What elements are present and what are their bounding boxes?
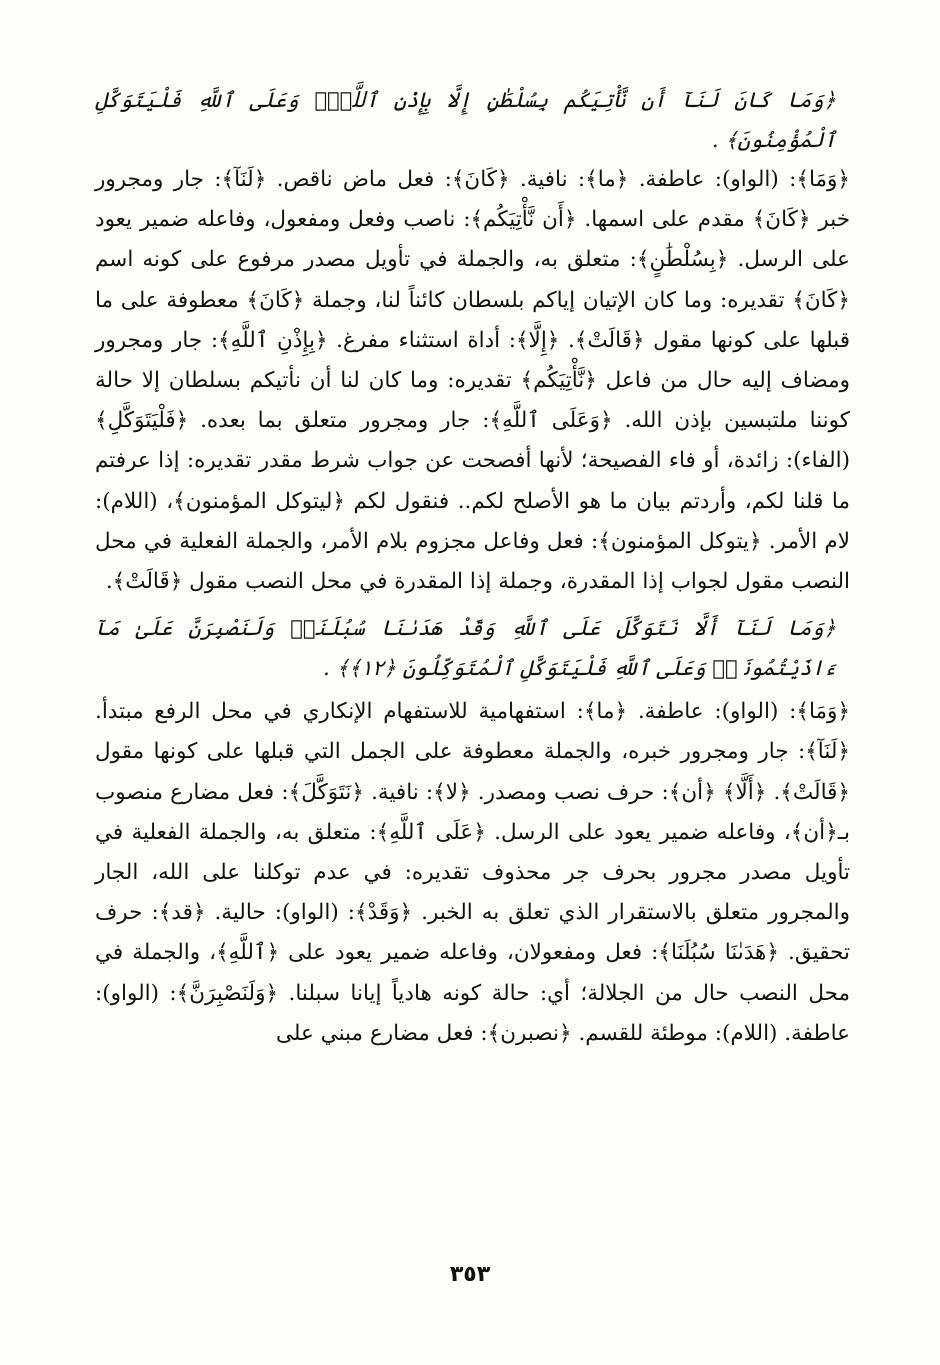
quran-verse-1: ﴿وَمَا كَانَ لَنَآ أَن نَّأْتِيَكُم بِسُلْطَٰنٍ إِلَّا بِإِذْنِ ٱللَّهِۚ وَعَلَى ٱللَّهِ فَلْيَتَوَكَّلِ ٱلْمُؤْمِنُونَ﴾ . [95,88,836,152]
commentary-paragraph-2: ﴿وَمَا﴾: (الواو): عاطفة. ﴿ما﴾: استفهامية للاستفهام الإنكاري في محل الرفع مبتدأ. ﴿لَنَآ﴾: جار ومجرور خبره، والجملة معطوفة على الجمل التي قبلها على كونها مقول ﴿قَالَتْ﴾. ﴿أَلَّا﴾ ﴿أن﴾: حرف نصب ومصدر. ﴿لا﴾: نافية. ﴿نَتَوَكَّلَ﴾: فعل مضارع منصوب بـ﴿أن﴾، وفاعله ضمير يعود على الرسل. ﴿عَلَى ٱللَّهِ﴾: متعلق به، والجملة الفعلية في تأويل مصدر مجرور بحرف جر محذوف تقديره: في عدم توكلنا على الله، الجار والمجرور متعلق بالاستقرار الذي تعلق به الخبر. ﴿وَقَدْ﴾: (الواو): حالية. ﴿قد﴾: حرف تحقيق. ﴿هَدَىٰنَا سُبُلَنَا﴾: فعل ومفعولان، وفاعله ضمير يعود على ﴿ٱللَّهِ﴾، والجملة في محل النصب حال من الجلالة؛ أي: حالة كونه هادياً إيانا سبلنا. ﴿وَلَنَصْبِرَنَّ﴾: (الواو): عاطفة. (اللام): موطئة للقسم. ﴿نصبرن﴾: فعل مضارع مبني على [95,699,850,1046]
commentary-paragraph-1: ﴿وَمَا﴾: (الواو): عاطفة. ﴿ما﴾: نافية. ﴿كَانَ﴾: فعل ماض ناقص. ﴿لَنَآ﴾: جار ومجرور خبر ﴿كَانَ﴾ مقدم على اسمها. ﴿أَن نَّأْتِيَكُم﴾: ناصب وفعل ومفعول، وفاعله ضمير يعود على الرسل. ﴿بِسُلْطَٰنٍ﴾: متعلق به، والجملة في تأويل مصدر مرفوع على كونه اسم ﴿كَانَ﴾ تقديره: وما كان الإتيان إياكم بلسطان كائناً لنا، وجملة ﴿كَانَ﴾ معطوفة على ما قبلها على كونها مقول ﴿قَالَتْ﴾. ﴿إِلَّا﴾: أداة استثناء مفرغ. ﴿بِإِذْنِ ٱللَّهِ﴾: جار ومجرور ومضاف إليه حال من فاعل ﴿نَّأْتِيَكُم﴾ تقديره: وما كان لنا أن نأتيكم بسلطان إلا حالة كوننا ملتبسين بإذن الله. ﴿وَعَلَى ٱللَّهِ﴾: جار ومجرور متعلق بما بعده. ﴿فَلْيَتَوَكَّلِ﴾ (الفاء): زائدة، أو فاء الفصيحة؛ لأنها أفصحت عن جواب شرط مقدر تقديره: إذا عرفتم ما قلنا لكم، وأردتم بيان ما هو الأصلح لكم.. فنقول لكم ﴿ليتوكل المؤمنون﴾، (اللام): لام الأمر. ﴿يتوكل المؤمنون﴾: فعل وفاعل مجزوم بلام الأمر، والجملة الفعلية في محل النصب مقول لجواب إذا المقدرة، وجملة إذا المقدرة في محل النصب مقول ﴿قَالَتْ﴾. [95,167,850,595]
quran-verse-2: ﴿وَمَا لَنَآ أَلَّا نَتَوَكَّلَ عَلَى ٱللَّهِ وَقَدْ هَدَىٰنَا سُبُلَنَاۚ وَلَنَصْبِرَنَّ عَلَىٰ مَآ ءَاذَيْتُمُونَاۚ وَعَلَى ٱللَّهِ فَلْيَتَوَكَّلِ ٱلْمُتَوَكِّلُونَ ﴿١٢﴾﴾ . [95,616,836,681]
page-text [95,80,850,1054]
page-number: ٣٥٣ [449,1262,491,1287]
